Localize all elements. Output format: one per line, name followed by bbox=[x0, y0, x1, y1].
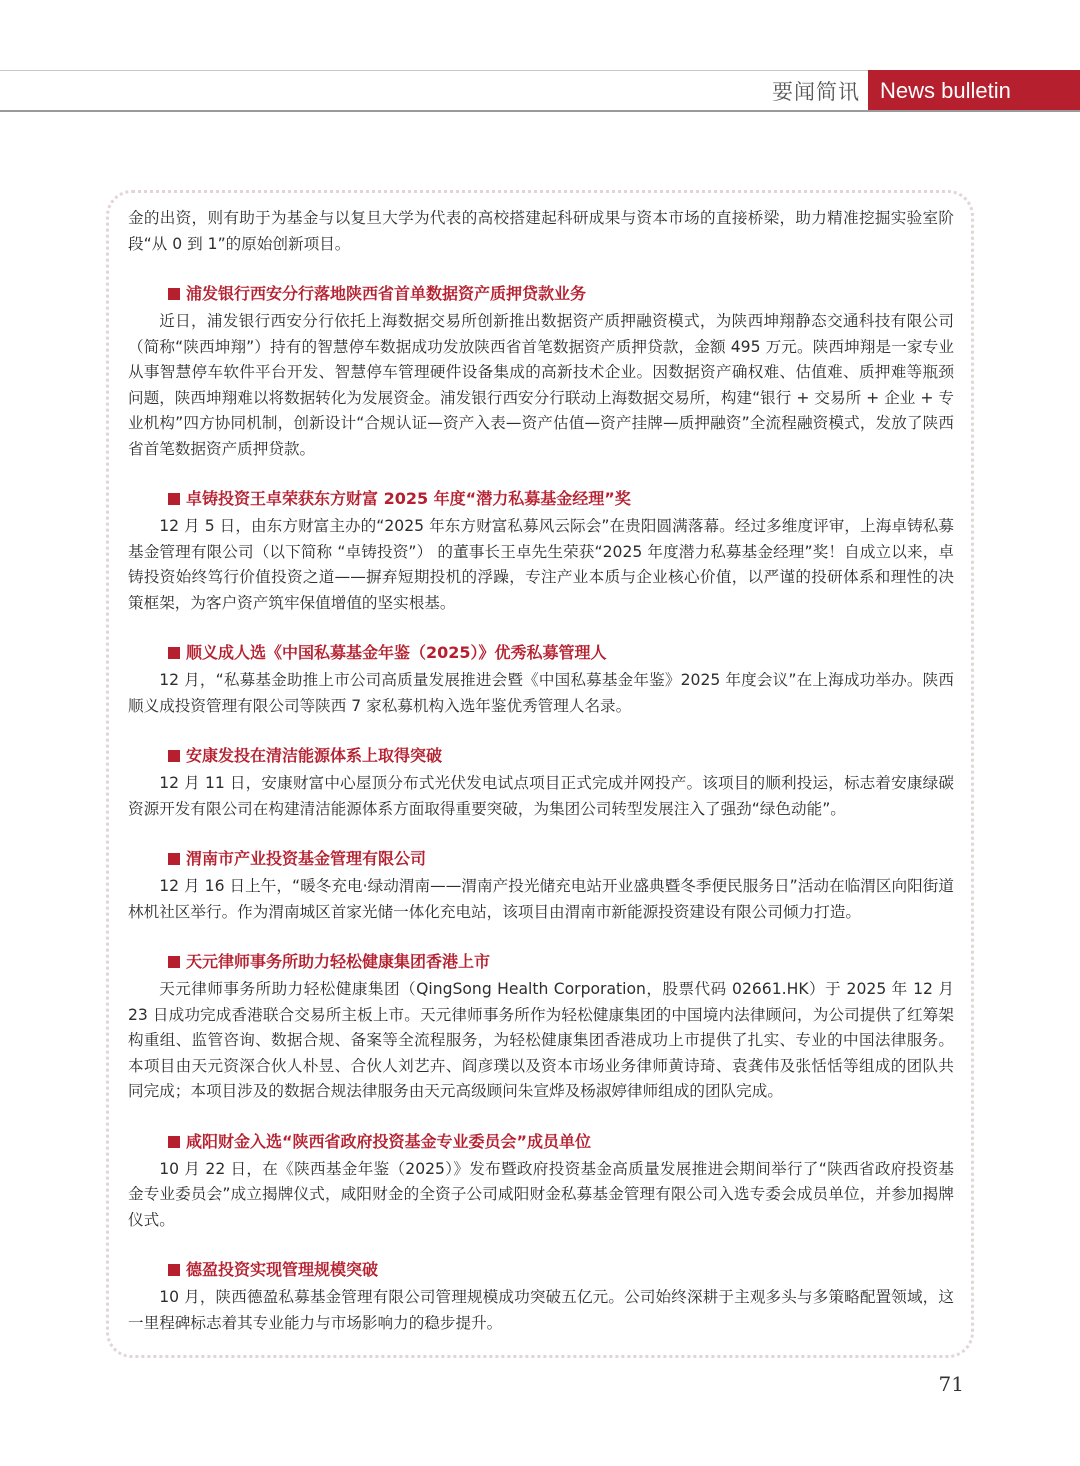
news-body: 12 月 16 日上午，“暖冬充电·绿动渭南——渭南产投光储充电站开业盛典暨冬季便民服务日”活动在临渭区向阳街道林机社区举行。作为渭南城区首家光储一体化充电站，该项目由渭南市新能源投资建设有限公司倾力打造。 bbox=[128, 877, 954, 921]
news-body: 近日，浦发银行西安分行依托上海数据交易所创新推出数据资产质押融资模式，为陕西坤翔静态交通科技有限公司（简称“陕西坤翔”）持有的智慧停车数据成功发放陕西省首笔数据资产质押贷款，金额 495 万元。陕西坤翔是一家专业从事智慧停车软件平台开发、智慧停车管理硬件设备集成的高新技术企业。因数据资产确权难、估值难、质押难等瓶颈问题，陕西坤翔难以将数据转化为发展资金。浦发银行西安分行联动上海数据交易所，构建“银行 + 交易所 + 企业 + 专业机构”四方协同机制，创新设计“合规认证—资产入表—资产估值—资产挂牌—质押融资”全流程融资模式，发放了陕西省首笔数据资产质押贷款。 bbox=[128, 312, 954, 458]
news-item bbox=[128, 745, 954, 822]
bullet-square-icon bbox=[168, 853, 180, 865]
news-title: 天元律师事务所助力轻松健康集团香港上市 bbox=[128, 951, 954, 973]
article-body bbox=[128, 206, 954, 1336]
news-item bbox=[128, 1259, 954, 1336]
news-body: 12 月，“私募基金助推上市公司高质量发展推进会暨《中国私募基金年鉴》2025 年度会议”在上海成功举办。陕西顺义成投资管理有限公司等陕西 7 家私募机构入选年鉴优秀管理人名录。 bbox=[128, 671, 954, 715]
section-title-english: News bulletin bbox=[868, 70, 1080, 110]
news-item bbox=[128, 1131, 954, 1234]
bullet-square-icon bbox=[168, 1136, 180, 1148]
news-title: 咸阳财金入选“陕西省政府投资基金专业委员会”成员单位 bbox=[128, 1131, 954, 1153]
news-body: 天元律师事务所助力轻松健康集团（QingSong Health Corporation，股票代码 02661.HK）于 2025 年 12 月 23 日成功完成香港联合交易所主板上市。天元律师事务所作为轻松健康集团的中国境内法律顾问，为公司提供了红筹架构重组、监管咨询、数据合规、备案等全流程服务，为轻松健康集团香港成功上市提供了扎实、专业的中国法律服务。本项目由天元资深合伙人朴昱、合伙人刘艺卉、阎彦璞以及资本市场业务律师黄诗琦、袁龚伟及张恬恬等组成的团队共同完成；本项目涉及的数据合规法律服务由天元高级顾问朱宣烨及杨淑婷律师组成的团队完成。 bbox=[128, 980, 954, 1100]
bullet-square-icon bbox=[168, 1264, 180, 1276]
news-body: 12 月 5 日，由东方财富主办的“2025 年东方财富私募风云际会”在贵阳圆满落幕。经过多维度评审，上海卓铸私募基金管理有限公司（以下简称 “卓铸投资”） 的董事长王卓先生荣获“2025 年度潜力私募基金经理”奖！自成立以来，卓铸投资始终笃行价值投资之道——摒弃短期投机的浮躁，专注产业本质与企业核心价值，以严谨的投研体系和理性的决策框架，为客户资产筑牢保值增值的坚实根基。 bbox=[128, 517, 954, 612]
news-item bbox=[128, 848, 954, 925]
news-title: 顺义成人选《中国私募基金年鉴（2025）》优秀私募管理人 bbox=[128, 642, 954, 664]
section-title-chinese: 要闻简讯 bbox=[772, 80, 860, 104]
bullet-square-icon bbox=[168, 288, 180, 300]
news-body: 10 月 22 日，在《陕西基金年鉴（2025）》发布暨政府投资基金高质量发展推进会期间举行了“陕西省政府投资基金专业委员会”成立揭牌仪式，咸阳财金的全资子公司咸阳财金私募基金管理有限公司入选专委会成员单位，并参加揭牌仪式。 bbox=[128, 1159, 954, 1229]
news-item bbox=[128, 488, 954, 616]
news-title: 德盈投资实现管理规模突破 bbox=[128, 1259, 954, 1281]
bullet-square-icon bbox=[168, 750, 180, 762]
news-title: 安康发投在清洁能源体系上取得突破 bbox=[128, 745, 954, 767]
news-item bbox=[128, 642, 954, 719]
news-title: 卓铸投资王卓荣获东方财富 2025 年度“潜力私募基金经理”奖 bbox=[128, 488, 954, 510]
header-rule bbox=[0, 110, 1080, 112]
bullet-square-icon bbox=[168, 647, 180, 659]
bullet-square-icon bbox=[168, 493, 180, 505]
news-title: 浦发银行西安分行落地陕西省首单数据资产质押贷款业务 bbox=[128, 283, 954, 305]
intro-paragraph: 金的出资，则有助于为基金与以复旦大学为代表的高校搭建起科研成果与资本市场的直接桥梁，助力精准挖掘实验室阶段“从 0 到 1”的原始创新项目。 bbox=[128, 209, 954, 253]
news-body: 12 月 11 日，安康财富中心屋顶分布式光伏发电试点项目正式完成并网投产。该项目的顺利投运，标志着安康绿碳资源开发有限公司在构建清洁能源体系方面取得重要突破，为集团公司转型发展注入了强劲“绿色动能”。 bbox=[128, 774, 954, 818]
news-title: 渭南市产业投资基金管理有限公司 bbox=[128, 848, 954, 870]
page-number: 71 bbox=[938, 1372, 964, 1396]
news-item bbox=[128, 951, 954, 1105]
news-body: 10 月，陕西德盈私募基金管理有限公司管理规模成功突破五亿元。公司始终深耕于主观多头与多策略配置领域，这一里程碑标志着其专业能力与市场影响力的稳步提升。 bbox=[128, 1288, 954, 1332]
news-item bbox=[128, 283, 954, 462]
bullet-square-icon bbox=[168, 956, 180, 968]
